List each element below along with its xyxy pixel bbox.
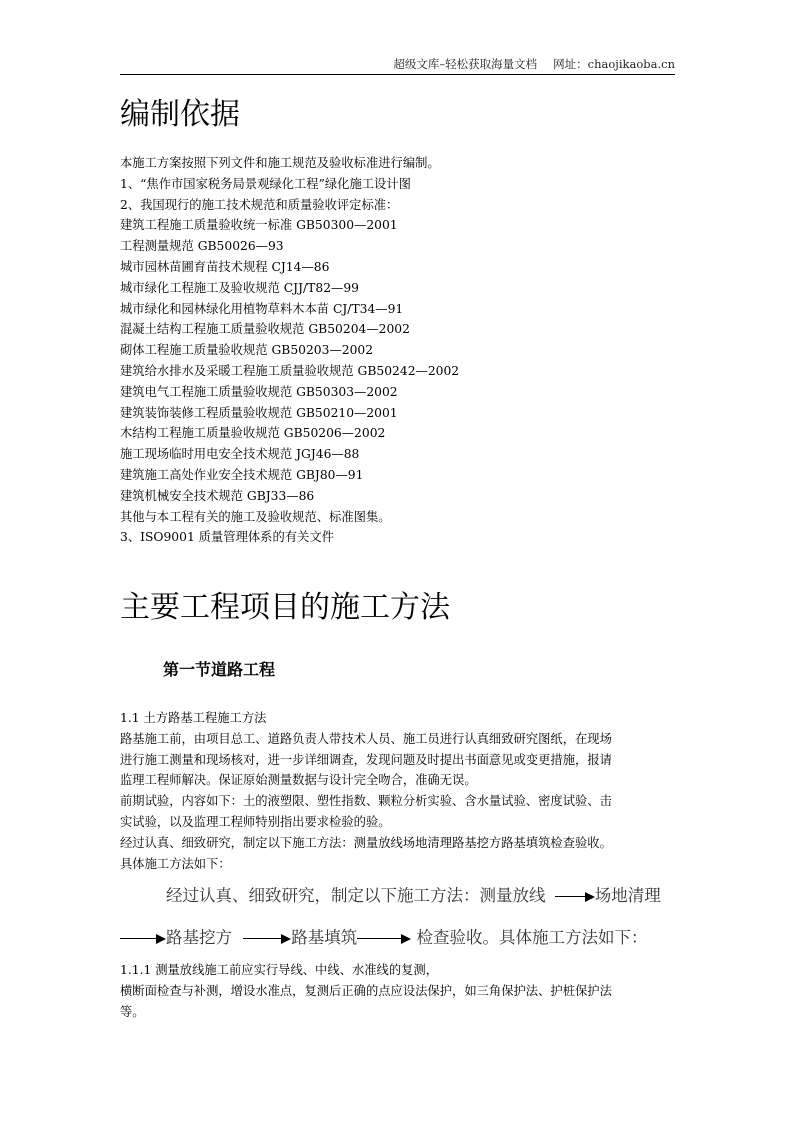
paragraph-line: 进行施工测量和现场核对，进一步详细调查，发现问题及时提出书面意见或变更措施，报请 bbox=[120, 752, 612, 767]
basis-line: 木结构工程施工质量验收规范 GB50206—2002 bbox=[120, 426, 386, 441]
arrow-right-icon bbox=[120, 934, 166, 944]
survey-section bbox=[120, 960, 680, 1022]
paragraph-line: 横断面检查与补测，增设水准点，复测后正确的点应设法保护，如三角保护法、护桩保护法 bbox=[120, 983, 612, 998]
basis-line: 建筑工程施工质量验收统一标准 GB50300—2001 bbox=[120, 218, 398, 233]
item-heading: 1.1.1 测量放线施工前应实行导线、中线、水准线的复测， bbox=[120, 963, 439, 977]
paragraph-line: 监理工程师解决。保证原始测量数据与设计完全吻合，准确无误。 bbox=[120, 773, 477, 788]
basis-line: 施工现场临时用电安全技术规范 JGJ46—88 bbox=[120, 447, 360, 462]
paragraph-line: 实试验，以及监理工程师特别指出要求检验的验。 bbox=[120, 814, 391, 829]
basis-line: 工程测量规范 GB50026—93 bbox=[120, 239, 284, 254]
section-title-basis: 编制依据 bbox=[120, 97, 240, 132]
section-title-methods: 主要工程项目的施工方法 bbox=[120, 590, 450, 625]
basis-line: 本施工方案按照下列文件和施工规范及验收标准进行编制。 bbox=[120, 156, 440, 170]
flow-text: 经过认真、细致研究，制定以下施工方法：测量放线 bbox=[166, 886, 546, 905]
page-header bbox=[120, 56, 675, 75]
paragraph-line: 前期试验，内容如下：土的液塑限、塑性指数、颗粒分析实验、含水量试验、密度试验、击 bbox=[120, 794, 612, 809]
arrow-right-icon bbox=[357, 934, 411, 944]
flow-step: 检查验收。具体施工方法如下： bbox=[416, 928, 648, 947]
header-url: 网址：chaojikaoba.cn bbox=[553, 57, 675, 71]
paragraph-line: 经过认真、细致研究，制定以下施工方法：测量放线场地清理路基挖方路基填筑检查验收。 bbox=[120, 835, 612, 850]
basis-list bbox=[120, 153, 680, 548]
basis-line: 城市绿化工程施工及验收规范 CJJ/T82—99 bbox=[120, 280, 359, 295]
arrow-right-icon bbox=[243, 934, 291, 944]
basis-line: 城市园林苗圃育苗技术规程 CJ14—86 bbox=[120, 259, 330, 274]
basis-line: 1、“焦作市国家税务局景观绿化工程”绿化施工设计图 bbox=[120, 176, 411, 191]
process-flow-image bbox=[120, 885, 700, 955]
basis-line: 建筑电气工程施工质量验收规范 GB50303—2002 bbox=[120, 384, 398, 399]
basis-line: 城市绿化和园林绿化用植物草料木本苗 CJ/T34—91 bbox=[120, 301, 404, 316]
basis-line: 建筑施工高处作业安全技术规范 GBJ80—91 bbox=[120, 467, 364, 482]
basis-line: 3、ISO9001 质量管理体系的有关文件 bbox=[120, 530, 334, 545]
subsection-title-road: 第一节道路工程 bbox=[163, 660, 276, 679]
basis-line: 砌体工程施工质量验收规范 GB50203—2002 bbox=[120, 343, 374, 358]
basis-line: 建筑机械安全技术规范 GBJ33—86 bbox=[120, 488, 315, 503]
basis-line: 其他与本工程有关的施工及验收规范、标准图集。 bbox=[120, 509, 391, 524]
paragraph-line: 路基施工前，由项目总工、道路负责人带技术人员、施工员进行认真细致研究图纸，在现场 bbox=[120, 731, 612, 746]
header-site-name: 超级文库–轻松获取海量文档 bbox=[393, 57, 538, 71]
basis-line: 建筑给水排水及采暖工程施工质量验收规范 GB50242—2002 bbox=[120, 363, 460, 378]
paragraph-line: 等。 bbox=[120, 1004, 145, 1019]
paragraph-line: 具体施工方法如下： bbox=[120, 856, 231, 871]
item-heading: 1.1 土方路基工程施工方法 bbox=[120, 711, 267, 725]
flow-row-1 bbox=[166, 885, 661, 907]
earthwork-section bbox=[120, 708, 680, 874]
flow-row-2 bbox=[120, 927, 648, 949]
flow-step: 路基填筑 bbox=[291, 928, 358, 947]
arrow-right-icon bbox=[555, 892, 595, 902]
flow-step: 场地清理 bbox=[594, 886, 661, 905]
basis-line: 2、我国现行的施工技术规范和质量验收评定标准： bbox=[120, 197, 399, 212]
flow-step: 路基挖方 bbox=[166, 928, 232, 947]
basis-line: 混凝土结构工程施工质量验收规范 GB50204—2002 bbox=[120, 322, 410, 337]
basis-line: 建筑装饰装修工程质量验收规范 GB50210—2001 bbox=[120, 405, 398, 420]
